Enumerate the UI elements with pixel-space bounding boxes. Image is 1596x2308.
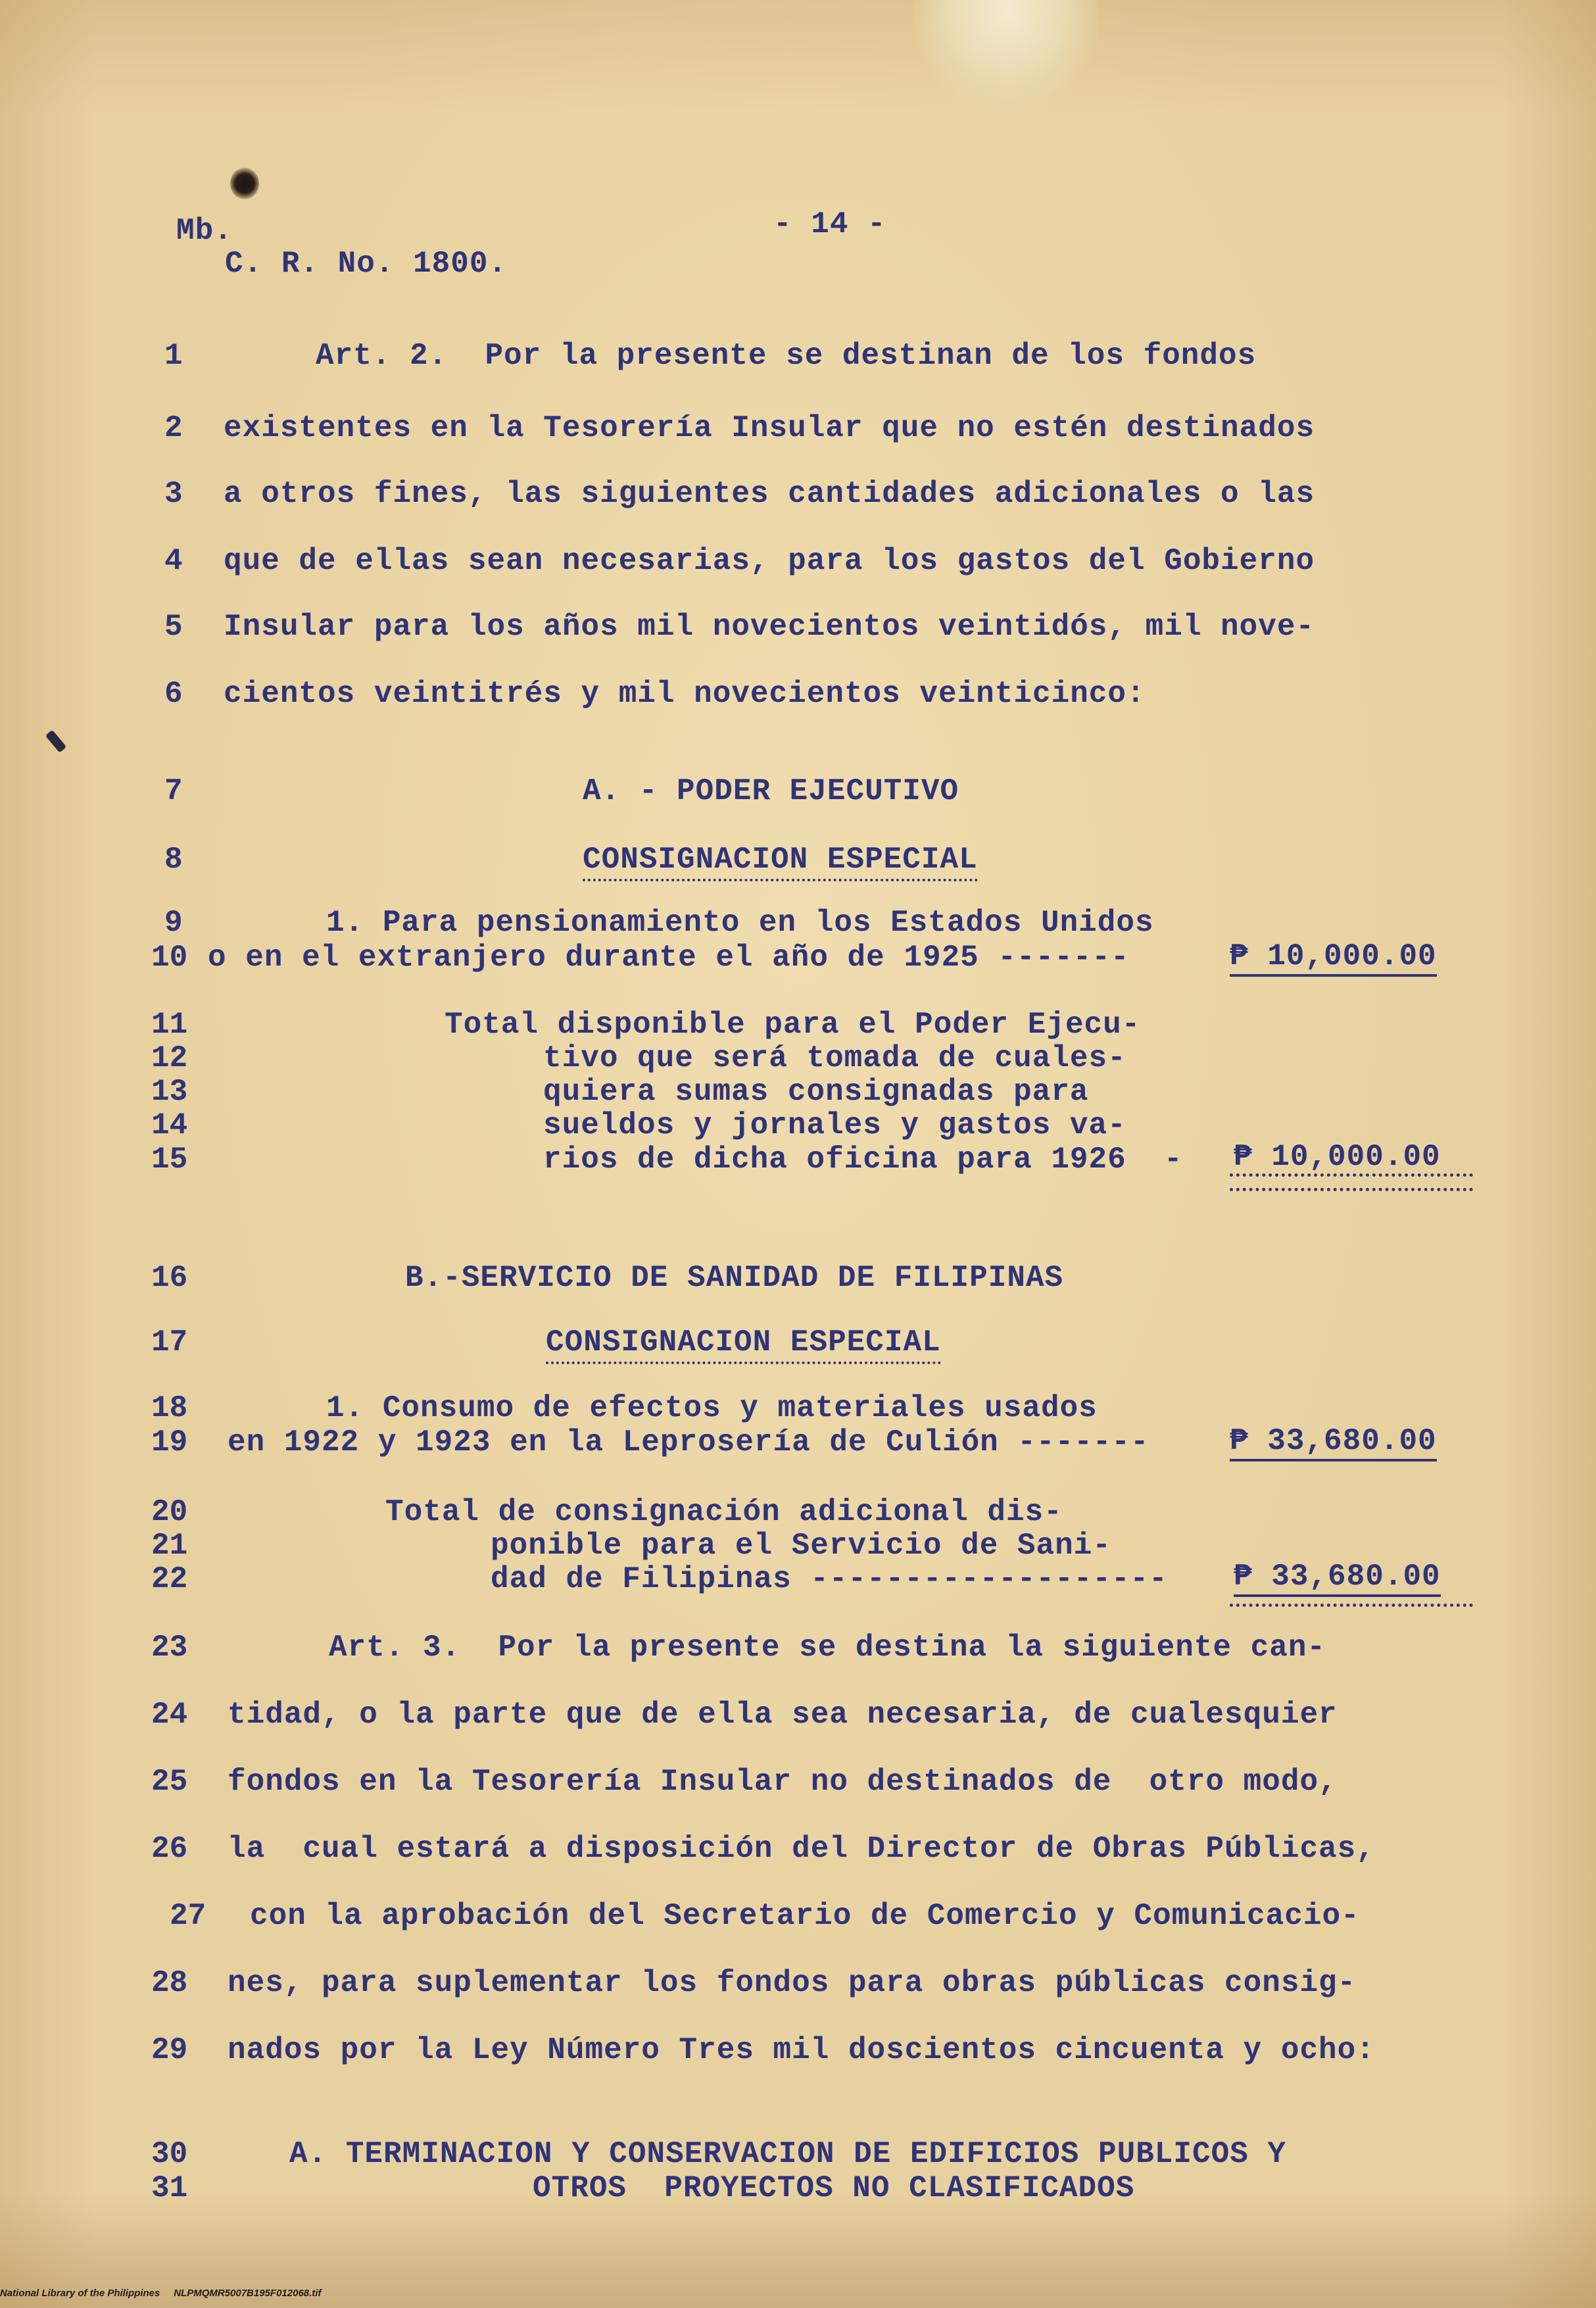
page-number: - 14 -: [773, 207, 886, 241]
line-number: 9: [164, 906, 183, 940]
body-line: Art. 2. Por la presente se destinan de los fondos: [316, 339, 1257, 373]
body-line: que de ellas sean necesarias, para los gastos del Gobierno: [224, 544, 1315, 578]
line-number: 18: [151, 1391, 188, 1425]
line-number: 5: [164, 610, 183, 644]
line-number: 10: [151, 941, 188, 975]
section-heading: OTROS PROYECTOS NO CLASIFICADOS: [533, 2171, 1135, 2205]
section-heading: A. - PODER EJECUTIVO: [583, 774, 959, 808]
line-number: 13: [151, 1075, 188, 1109]
body-line: fondos en la Tesorería Insular no destinados de otro modo,: [228, 1765, 1338, 1799]
amount-underline: [1230, 1188, 1473, 1191]
amount: ₱ 33,680.00: [1230, 1426, 1437, 1461]
line-number: 8: [164, 843, 183, 877]
total-amount: ₱ 10,000.00: [1234, 1140, 1441, 1174]
item-line: o en el extranjero durante el año de 1925 -------: [208, 941, 1130, 975]
line-number: 29: [151, 2033, 188, 2067]
line-number: 25: [151, 1765, 188, 1799]
total-line: Total de consignación adicional dis-: [385, 1495, 1063, 1529]
body-line: nados por la Ley Número Tres mil doscientos cincuenta y ocho:: [228, 2033, 1375, 2067]
bill-reference: C. R. No. 1800.: [225, 247, 508, 281]
line-number: 21: [151, 1529, 188, 1563]
total-line: Total disponible para el Poder Ejecu-: [445, 1008, 1141, 1042]
line-number: 24: [151, 1698, 188, 1732]
amount: ₱ 10,000.00: [1230, 941, 1437, 977]
total-amount: ₱ 33,680.00: [1234, 1561, 1441, 1597]
section-subheading: CONSIGNACION ESPECIAL: [583, 845, 978, 881]
line-number: 31: [151, 2171, 188, 2205]
total-line: quiera sumas consignadas para: [543, 1075, 1089, 1109]
body-line: nes, para suplementar los fondos para obras públicas consig-: [228, 1966, 1357, 2000]
line-number: 23: [151, 1631, 188, 1665]
scan-footer: National Library of the Philippines NLPMQMR5007B195F012068.tif: [0, 2288, 322, 2299]
line-number: 19: [151, 1425, 188, 1460]
line-number: 30: [151, 2137, 188, 2171]
line-number: 4: [164, 544, 183, 578]
total-line: sueldos y jornales y gastos va-: [543, 1108, 1126, 1142]
punch-hole: [230, 168, 259, 199]
line-number: 28: [151, 1966, 188, 2000]
line-number: 6: [164, 677, 183, 711]
body-line: Art. 3. Por la presente se destina la siguiente can-: [329, 1631, 1326, 1665]
body-line: a otros fines, las siguientes cantidades adicionales o las: [224, 477, 1315, 511]
item-line: 1. Consumo de efectos y materiales usados: [326, 1391, 1098, 1425]
body-line: existentes en la Tesorería Insular que no estén destinados: [224, 411, 1315, 445]
line-number: 17: [151, 1325, 188, 1360]
total-line: dad de Filipinas -------------------: [491, 1562, 1168, 1596]
line-number: 14: [151, 1108, 188, 1142]
item-line: en 1922 y 1923 en la Leprosería de Culión -------: [228, 1425, 1149, 1460]
line-number: 26: [151, 1832, 188, 1866]
line-number: 22: [151, 1562, 188, 1596]
line-number: 1: [164, 339, 183, 373]
torn-corner: [914, 0, 1098, 112]
line-number: 20: [151, 1495, 188, 1529]
line-number: 16: [151, 1261, 188, 1295]
body-line: tidad, o la parte que de ella sea necesaria, de cualesquier: [228, 1698, 1338, 1732]
body-line: cientos veintitrés y mil novecientos veinticinco:: [224, 677, 1146, 711]
line-number: 12: [151, 1041, 188, 1075]
total-line: ponible para el Servicio de Sani-: [491, 1529, 1111, 1563]
line-number: 2: [164, 411, 183, 445]
initials: Mb.: [176, 214, 233, 248]
line-number: 3: [164, 477, 183, 511]
amount-underline: [1230, 1604, 1473, 1607]
section-subheading: CONSIGNACION ESPECIAL: [546, 1327, 941, 1364]
line-number: 15: [151, 1142, 188, 1177]
amount-underline: [1230, 1173, 1473, 1177]
line-number: 27: [170, 1899, 206, 1933]
line-number: 7: [164, 774, 183, 808]
item-line: 1. Para pensionamiento en los Estados Unidos: [326, 906, 1154, 940]
body-line: la cual estará a disposición del Director de Obras Públicas,: [228, 1832, 1375, 1866]
total-line: tivo que será tomada de cuales-: [543, 1041, 1126, 1075]
section-heading: B.-SERVICIO DE SANIDAD DE FILIPINAS: [405, 1261, 1064, 1295]
body-line: Insular para los años mil novecientos veintidós, mil nove-: [224, 610, 1315, 644]
total-line: rios de dicha oficina para 1926 -: [543, 1142, 1183, 1177]
section-heading: A. TERMINACION Y CONSERVACION DE EDIFICIOS PUBLICOS Y: [289, 2137, 1287, 2171]
line-number: 11: [151, 1008, 188, 1042]
body-line: con la aprobación del Secretario de Comercio y Comunicacio-: [250, 1899, 1360, 1933]
